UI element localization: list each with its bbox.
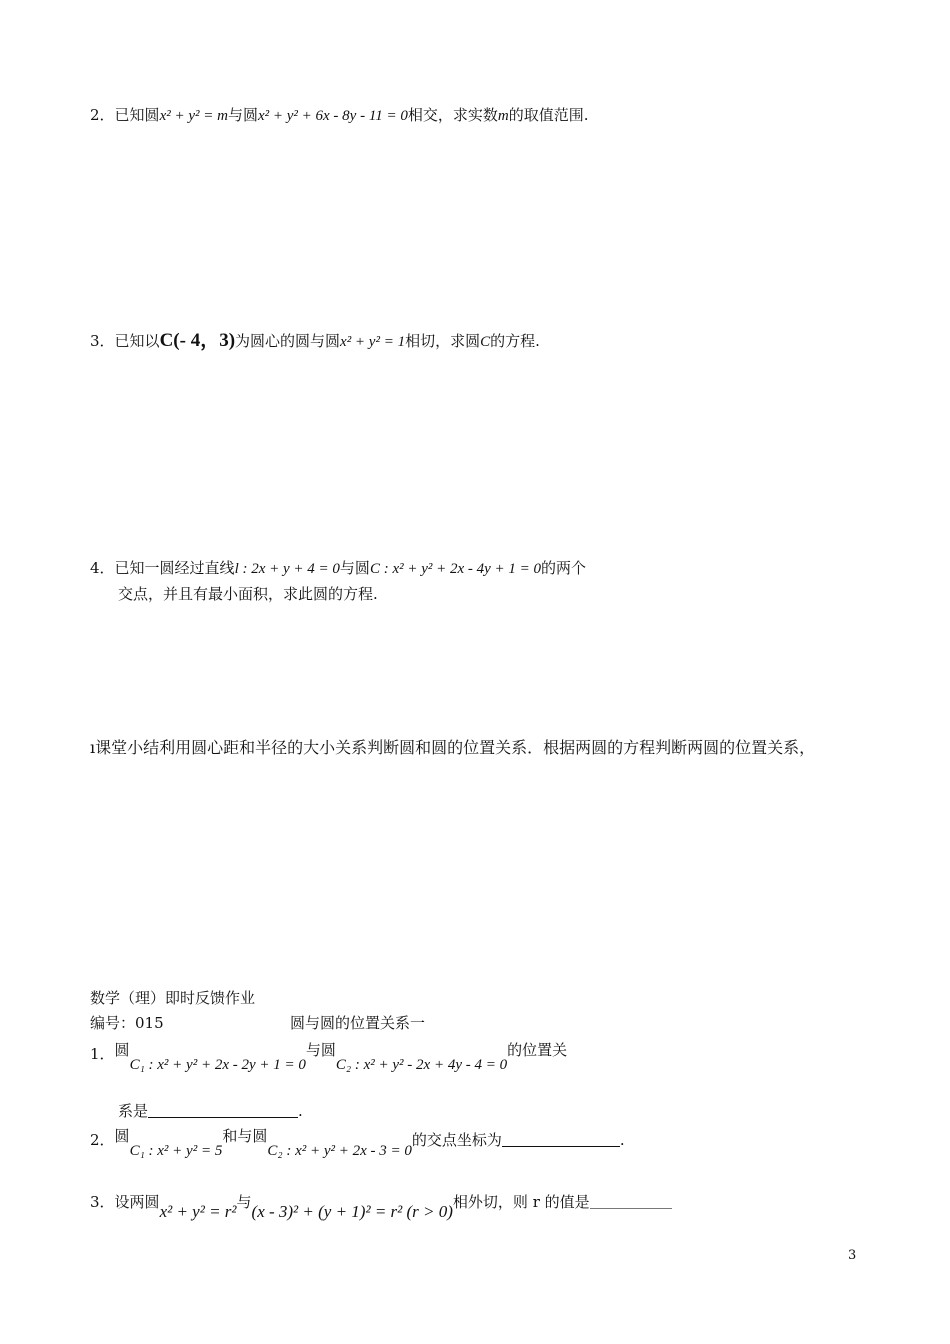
problem-text: 的位置关	[507, 1041, 568, 1059]
formula: C₁ : x² + y² = 5	[129, 1143, 223, 1159]
question-number: 2．	[90, 106, 115, 124]
problem-text: 圆	[114, 1127, 130, 1145]
question-text: 的取值范围.	[508, 106, 589, 124]
problem-text: .	[298, 1102, 303, 1120]
formula: x² + y² + 6x - 8y - 11 = 0	[257, 108, 408, 124]
question-text: 相交，求实数	[407, 106, 498, 124]
homework-problem-2	[90, 1127, 625, 1159]
question-4	[90, 558, 586, 579]
formula: x² + y² = r²	[159, 1202, 237, 1221]
problem-number: 1．	[90, 1045, 115, 1063]
question-3	[90, 331, 540, 352]
formula: l : 2x + y + 4 = 0	[234, 561, 340, 577]
problem-text: 相外切，则 r 的值是	[452, 1193, 590, 1211]
answer-blank[interactable]	[148, 1103, 298, 1118]
formula: C	[480, 334, 491, 350]
homework-problem-3	[90, 1192, 672, 1221]
problem-text: 与	[236, 1193, 252, 1211]
question-text: 已知圆	[114, 106, 160, 124]
page-number: 3	[848, 1248, 857, 1263]
problem-text: 系是	[118, 1102, 149, 1120]
summary-text: 课堂小结利用圆心距和半径的大小关系判断圆和圆的位置关系．根据两圆的方程判断两圆的位置关系，	[95, 738, 816, 757]
problem-number: 2．	[90, 1131, 115, 1149]
formula: C₁ : x² + y² + 2x - 2y + 1 = 0	[129, 1057, 306, 1073]
question-text: 与圆	[227, 106, 258, 124]
problem-text: .	[619, 1131, 625, 1149]
question-text: 已知以	[114, 332, 160, 350]
formula: x² + y² = m	[159, 108, 228, 124]
homework-title: 数学（理）即时反馈作业	[90, 989, 256, 1007]
question-text: 与圆	[339, 559, 370, 577]
question-text: 相切，求圆	[405, 332, 481, 350]
question-text: 的方程.	[490, 332, 540, 350]
question-number: 4．	[90, 559, 115, 577]
answer-blank[interactable]	[502, 1132, 620, 1147]
question-number: 3．	[90, 332, 115, 350]
problem-text: 圆	[114, 1041, 130, 1059]
formula: C : x² + y² + 2x - 4y + 1 = 0	[369, 561, 542, 577]
question-text: 已知一圆经过直线	[114, 559, 235, 577]
homework-problem-1	[90, 1041, 568, 1073]
problem-text: 和与圆	[222, 1127, 268, 1145]
formula: x² + y² = 1	[340, 334, 406, 350]
formula: C₂ : x² + y² - 2x + 4y - 4 = 0	[335, 1057, 508, 1073]
homework-topic: 圆与圆的位置关系一	[290, 1014, 426, 1032]
formula: C₂ : x² + y² + 2x - 3 = 0	[267, 1143, 412, 1159]
question-2	[90, 105, 588, 126]
formula: m	[497, 108, 509, 124]
class-summary	[90, 738, 815, 758]
problem-number: 3．	[90, 1193, 115, 1211]
question-4-continued: 交点，并且有最小面积，求此圆的方程.	[118, 585, 378, 603]
homework-serial: 编号：015	[90, 1014, 164, 1032]
problem-text: 与圆	[305, 1041, 336, 1059]
answer-blank[interactable]	[590, 1194, 672, 1209]
question-text: 的两个	[541, 559, 587, 577]
homework-problem-1-continued	[118, 1101, 303, 1121]
formula: C(- 4，3)	[159, 330, 236, 351]
question-text: 为圆心的圆与圆	[235, 332, 341, 350]
problem-text: 设两圆	[114, 1193, 160, 1211]
formula: (x - 3)² + (y + 1)² = r² (r > 0)	[251, 1202, 453, 1221]
problem-text: 的交点坐标为	[411, 1131, 502, 1149]
summary-mark: ı	[90, 738, 96, 757]
